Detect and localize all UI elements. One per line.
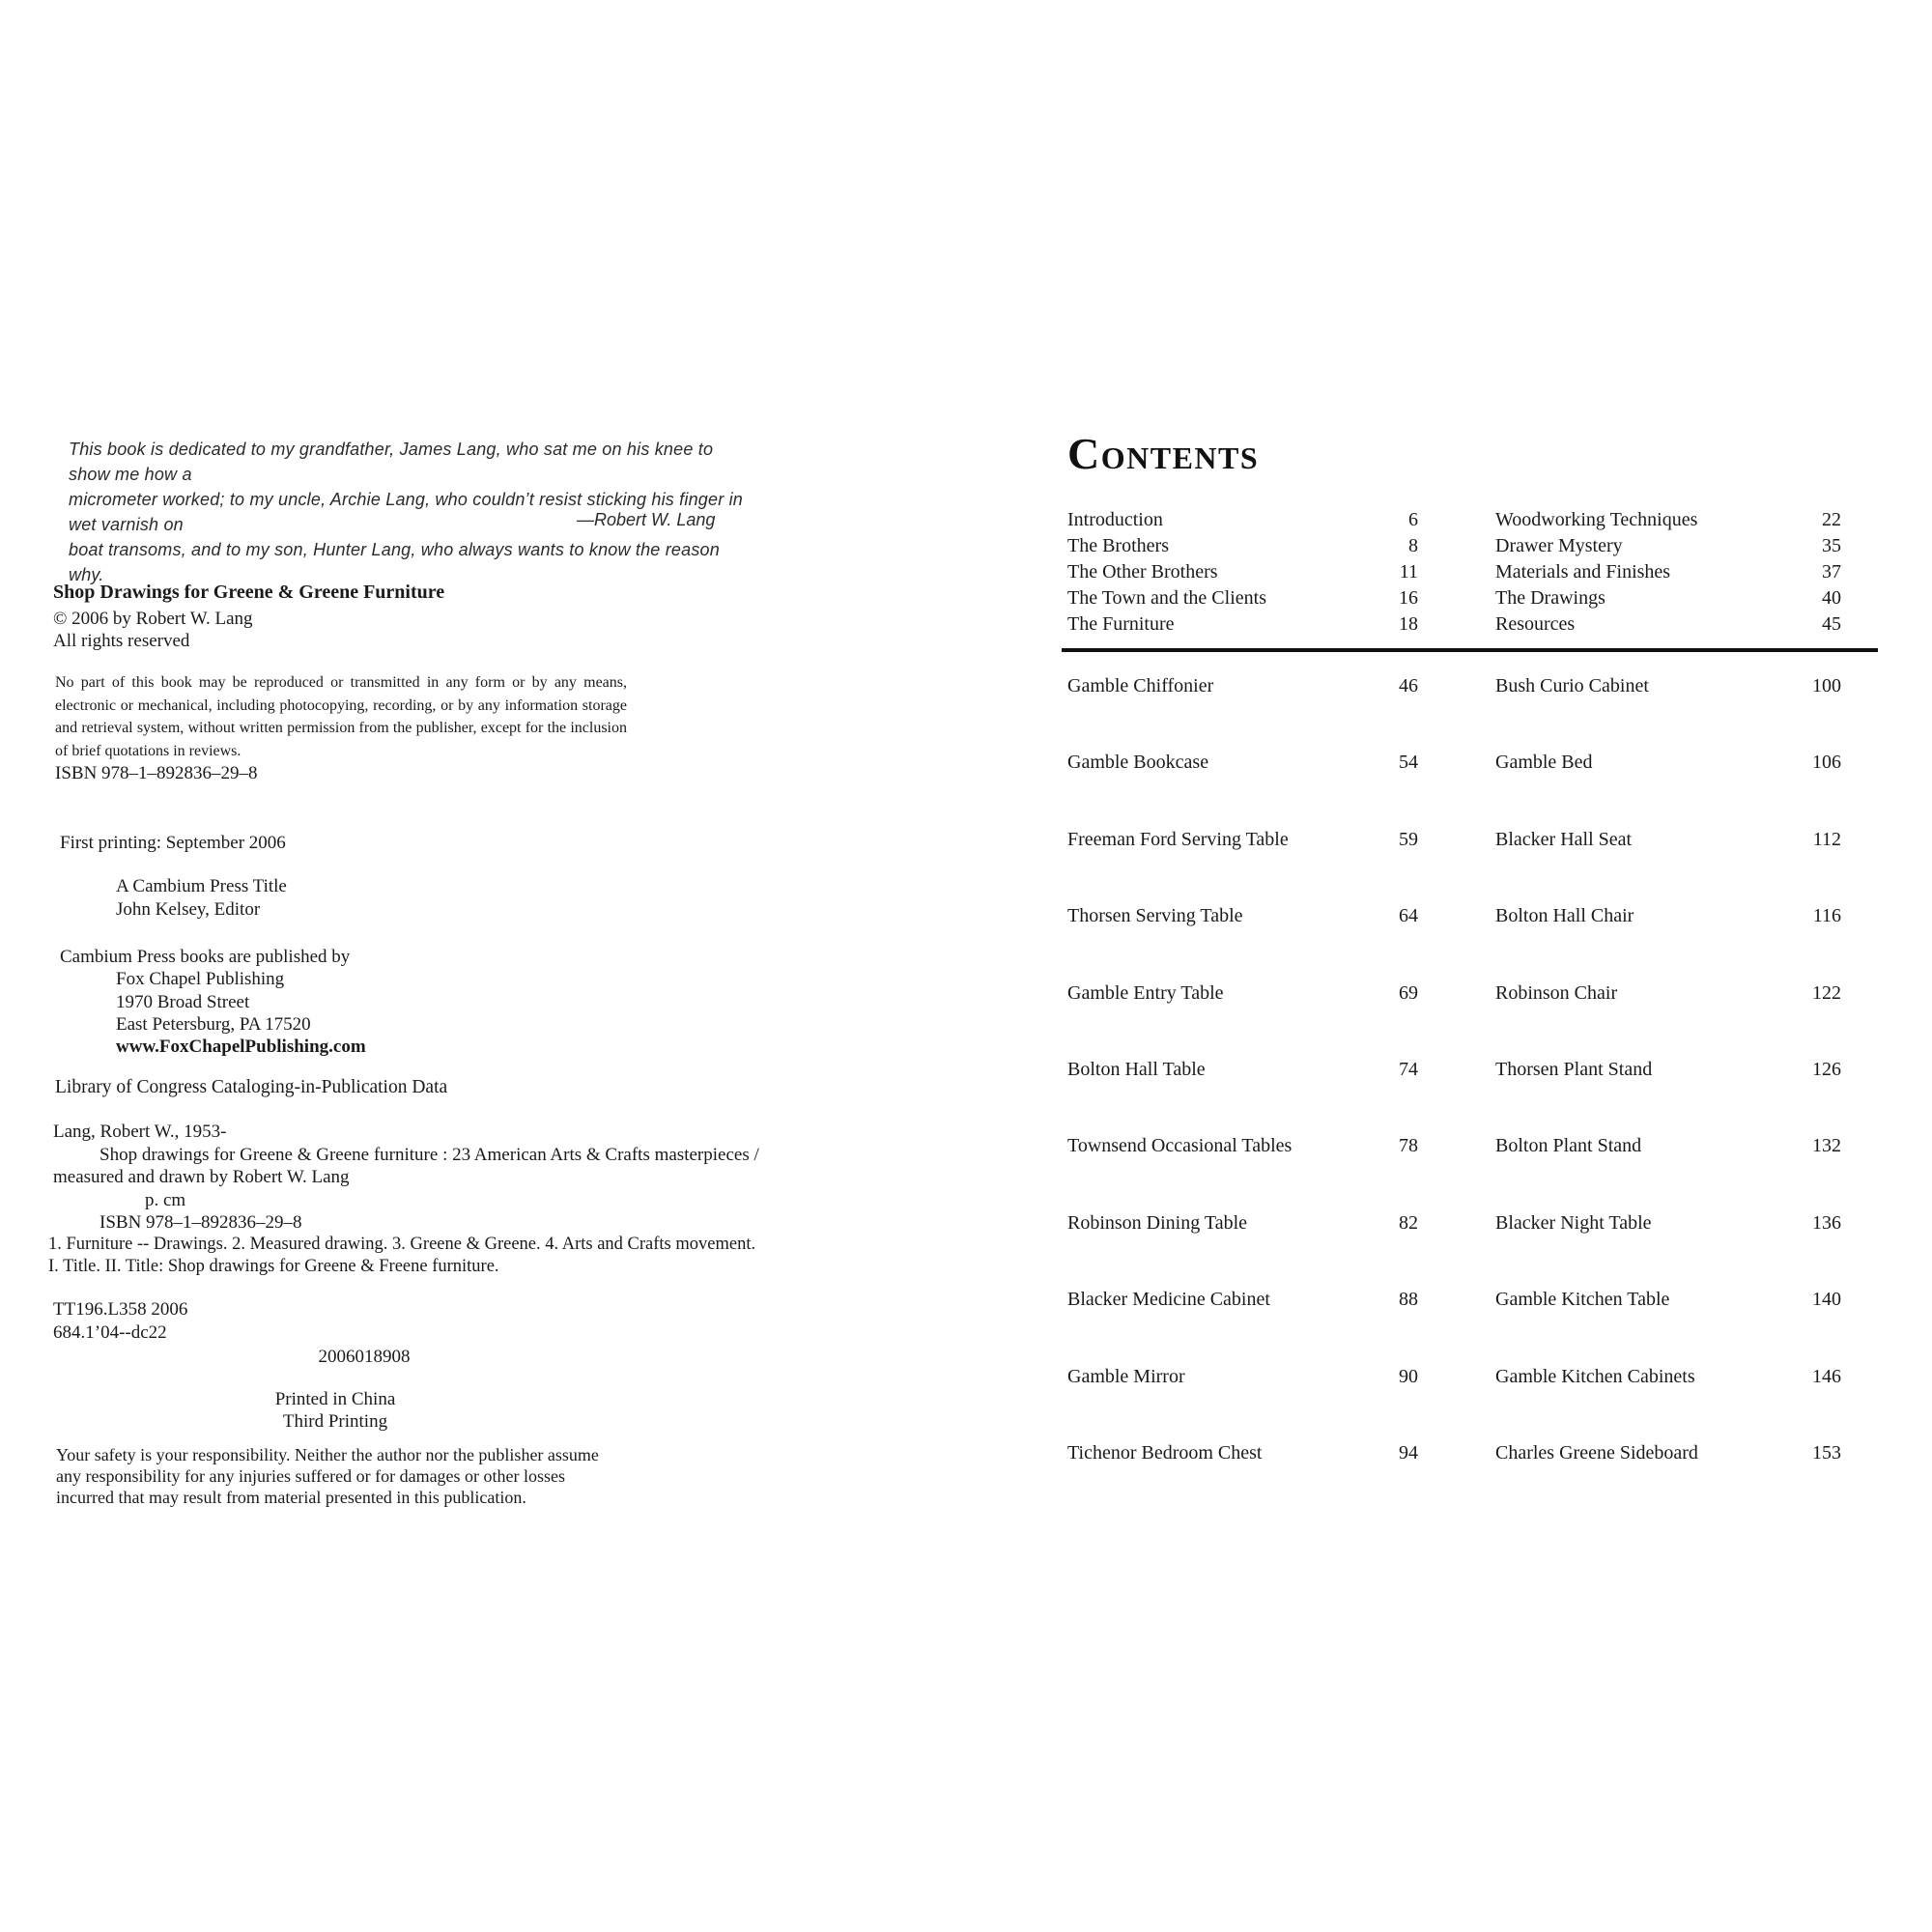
toc-entry-title: Blacker Night Table: [1495, 1211, 1652, 1234]
front-matter-column-right: [1495, 507, 1841, 638]
toc-entry-title: Robinson Chair: [1495, 981, 1618, 1004]
toc-entry: [1067, 904, 1418, 980]
loc-subjects: 1. Furniture -- Drawings. 2. Measured drawing. 3. Greene & Greene. 4. Arts and Crafts movement.: [48, 1235, 756, 1254]
loc-call-number: TT196.L358 2006: [53, 1299, 188, 1320]
toc-entry-title: Blacker Hall Seat: [1495, 828, 1633, 850]
toc-entry-page: 40: [1822, 587, 1841, 609]
toc-entry-page: 94: [1399, 1441, 1418, 1463]
toc-entry-title: Gamble Chiffonier: [1067, 675, 1214, 696]
toc-entry-page: 22: [1822, 509, 1841, 530]
toc-entry: [1495, 1211, 1841, 1288]
printing-edition: Third Printing: [282, 1411, 388, 1432]
toc-entry-title: Gamble Kitchen Table: [1495, 1289, 1670, 1311]
toc-entry-title: Gamble Mirror: [1067, 1365, 1185, 1387]
toc-entry-page: 78: [1399, 1135, 1418, 1157]
toc-entry-page: 59: [1399, 828, 1418, 850]
loc-author: Lang, Robert W., 1953-: [53, 1122, 227, 1142]
contents-divider-rule: [1062, 648, 1878, 652]
copyright-notice: © 2006 by Robert W. Lang: [53, 609, 253, 629]
toc-entry-page: 88: [1399, 1289, 1418, 1311]
toc-entry-title: Freeman Ford Serving Table: [1067, 828, 1289, 850]
toc-entry-title: Materials and Finishes: [1495, 561, 1671, 582]
toc-entry-title: Gamble Kitchen Cabinets: [1495, 1365, 1695, 1387]
toc-entry: [1067, 585, 1418, 611]
toc-entry-page: 54: [1399, 752, 1418, 774]
toc-entry-page: 6: [1408, 509, 1418, 530]
imprint-editor: John Kelsey, Editor: [116, 899, 261, 920]
toc-entry: [1067, 507, 1418, 533]
toc-entry-page: 146: [1812, 1365, 1841, 1387]
toc-entry-page: 8: [1408, 535, 1418, 556]
toc-entry: [1495, 1441, 1841, 1518]
toc-entry-title: The Furniture: [1067, 613, 1175, 635]
isbn: ISBN 978–1–892836–29–8: [55, 763, 258, 783]
toc-entry: [1067, 533, 1418, 559]
toc-entry-page: 18: [1399, 613, 1418, 635]
toc-entry-page: 69: [1399, 981, 1418, 1004]
toc-entry-title: Thorsen Serving Table: [1067, 905, 1243, 927]
loc-pcm: p. cm: [145, 1190, 186, 1210]
toc-entry: [1067, 559, 1418, 585]
toc-entry: [1495, 611, 1841, 638]
toc-entry-page: 90: [1399, 1365, 1418, 1387]
dedication-line: boat transoms, and to my son, Hunter Lang, who always wants to know the reason why.: [69, 540, 720, 584]
dedication-line: micrometer worked; to my uncle, Archie Lang, who couldn’t resist sticking his finger in wet varnish on: [69, 490, 744, 534]
toc-entry: [1495, 981, 1841, 1058]
publisher-intro: Cambium Press books are published by: [60, 947, 351, 967]
toc-entry-page: 11: [1399, 561, 1418, 582]
front-matter-column-left: [1067, 507, 1418, 638]
loc-isbn: ISBN 978–1–892836–29–8: [99, 1212, 302, 1233]
toc-entry: [1495, 828, 1841, 904]
projects-column-left: [1067, 674, 1418, 1518]
toc-entry: [1067, 1134, 1418, 1210]
toc-entry-title: Introduction: [1067, 509, 1163, 530]
toc-entry: [1067, 828, 1418, 904]
publisher-city: East Petersburg, PA 17520: [116, 1014, 311, 1035]
toc-entry-page: 140: [1812, 1289, 1841, 1311]
publisher-website: www.FoxChapelPublishing.com: [116, 1037, 366, 1057]
toc-entry-page: 46: [1399, 675, 1418, 696]
toc-entry: [1495, 904, 1841, 980]
loc-title-line: Shop drawings for Greene & Greene furniture : 23 American Arts & Crafts masterpieces /: [99, 1145, 759, 1165]
toc-entry: [1495, 1058, 1841, 1134]
toc-entry-page: 74: [1399, 1058, 1418, 1080]
toc-entry: [1495, 533, 1841, 559]
toc-entry: [1067, 751, 1418, 827]
toc-entry: [1495, 585, 1841, 611]
toc-entry-title: Resources: [1495, 613, 1576, 635]
projects-column-right: [1495, 674, 1841, 1518]
imprint-title: A Cambium Press Title: [116, 876, 287, 896]
toc-entry-page: 82: [1399, 1211, 1418, 1234]
contents-heading: Contents: [1067, 429, 1260, 478]
rights-reserved: All rights reserved: [53, 631, 190, 651]
toc-entry: [1067, 1058, 1418, 1134]
toc-entry-title: Tichenor Bedroom Chest: [1067, 1441, 1263, 1463]
toc-entry: [1067, 674, 1418, 751]
publisher-name: Fox Chapel Publishing: [116, 969, 285, 989]
toc-entry-page: 37: [1822, 561, 1841, 582]
toc-entry: [1067, 981, 1418, 1058]
toc-entry-title: Robinson Dining Table: [1067, 1211, 1248, 1234]
toc-entry-page: 112: [1812, 828, 1841, 850]
toc-entry-title: Townsend Occasional Tables: [1067, 1135, 1293, 1157]
toc-entry-title: Bolton Hall Table: [1067, 1058, 1206, 1080]
toc-entry-title: Bolton Plant Stand: [1495, 1135, 1642, 1157]
book-title: Shop Drawings for Greene & Greene Furniture: [53, 582, 445, 603]
toc-entry-title: The Other Brothers: [1067, 561, 1218, 582]
toc-entry-title: Gamble Bed: [1495, 752, 1593, 774]
first-printing: First printing: September 2006: [60, 833, 286, 853]
toc-entry-page: 64: [1399, 905, 1418, 927]
toc-entry-title: Charles Greene Sideboard: [1495, 1441, 1698, 1463]
toc-entry: [1067, 1365, 1418, 1441]
dedication-attribution: —Robert W. Lang: [577, 510, 716, 529]
toc-entry-page: 122: [1812, 981, 1841, 1004]
dewey-number: 684.1’04--dc22: [53, 1322, 167, 1343]
toc-entry: [1067, 1288, 1418, 1364]
toc-entry-title: Blacker Medicine Cabinet: [1067, 1289, 1270, 1311]
toc-entry: [1067, 1211, 1418, 1288]
toc-entry-page: 136: [1812, 1211, 1841, 1234]
toc-entry-page: 116: [1812, 905, 1841, 927]
toc-entry-title: Thorsen Plant Stand: [1495, 1058, 1653, 1080]
toc-entry: [1067, 1441, 1418, 1518]
loc-heading: Library of Congress Cataloging-in-Publication Data: [55, 1077, 448, 1097]
dedication-line: This book is dedicated to my grandfather, James Lang, who sat me on his knee to show me how a: [69, 440, 714, 484]
toc-entry: [1495, 507, 1841, 533]
toc-entry: [1495, 1365, 1841, 1441]
toc-entry-title: Gamble Entry Table: [1067, 981, 1224, 1004]
toc-entry: [1495, 1288, 1841, 1364]
toc-entry: [1495, 1134, 1841, 1210]
toc-entry-title: Drawer Mystery: [1495, 535, 1623, 556]
toc-entry-title: The Drawings: [1495, 587, 1605, 609]
toc-entry-title: Bolton Hall Chair: [1495, 905, 1634, 927]
toc-entry: [1495, 751, 1841, 827]
toc-entry-page: 100: [1812, 675, 1841, 696]
toc-entry: [1067, 611, 1418, 638]
toc-entry: [1495, 559, 1841, 585]
toc-entry-title: Bush Curio Cabinet: [1495, 675, 1649, 696]
toc-entry-title: The Town and the Clients: [1067, 587, 1266, 609]
printed-in: Printed in China: [274, 1389, 396, 1409]
toc-entry-page: 16: [1399, 587, 1418, 609]
toc-entry-title: Gamble Bookcase: [1067, 752, 1209, 774]
toc-entry-page: 106: [1812, 752, 1841, 774]
toc-entry: [1495, 674, 1841, 751]
safety-disclaimer: Your safety is your responsibility. Neither the author nor the publisher assume any responsibility for any injuries suffered or for damages or other losses incurred that may result from material presented in this publication.: [56, 1445, 599, 1507]
toc-entry-page: 126: [1812, 1058, 1841, 1080]
toc-entry-page: 45: [1822, 613, 1841, 635]
publisher-street: 1970 Broad Street: [116, 992, 250, 1012]
toc-entry-title: Woodworking Techniques: [1495, 509, 1698, 530]
loc-titles: I. Title. II. Title: Shop drawings for Greene & Freene furniture.: [48, 1257, 499, 1276]
lccn-number: 2006018908: [318, 1347, 411, 1367]
permission-paragraph: No part of this book may be reproduced or transmitted in any form or by any means, electronic or mechanical, including photocopying, recording, or by any information storage and retrieval system, without written permission from the publisher, except for the inclusion of brief quotations in reviews.: [55, 674, 627, 759]
toc-entry-page: 35: [1822, 535, 1841, 556]
loc-measured-line: measured and drawn by Robert W. Lang: [53, 1167, 350, 1187]
toc-entry-title: The Brothers: [1067, 535, 1169, 556]
toc-entry-page: 132: [1812, 1135, 1841, 1157]
toc-entry-page: 153: [1812, 1441, 1841, 1463]
